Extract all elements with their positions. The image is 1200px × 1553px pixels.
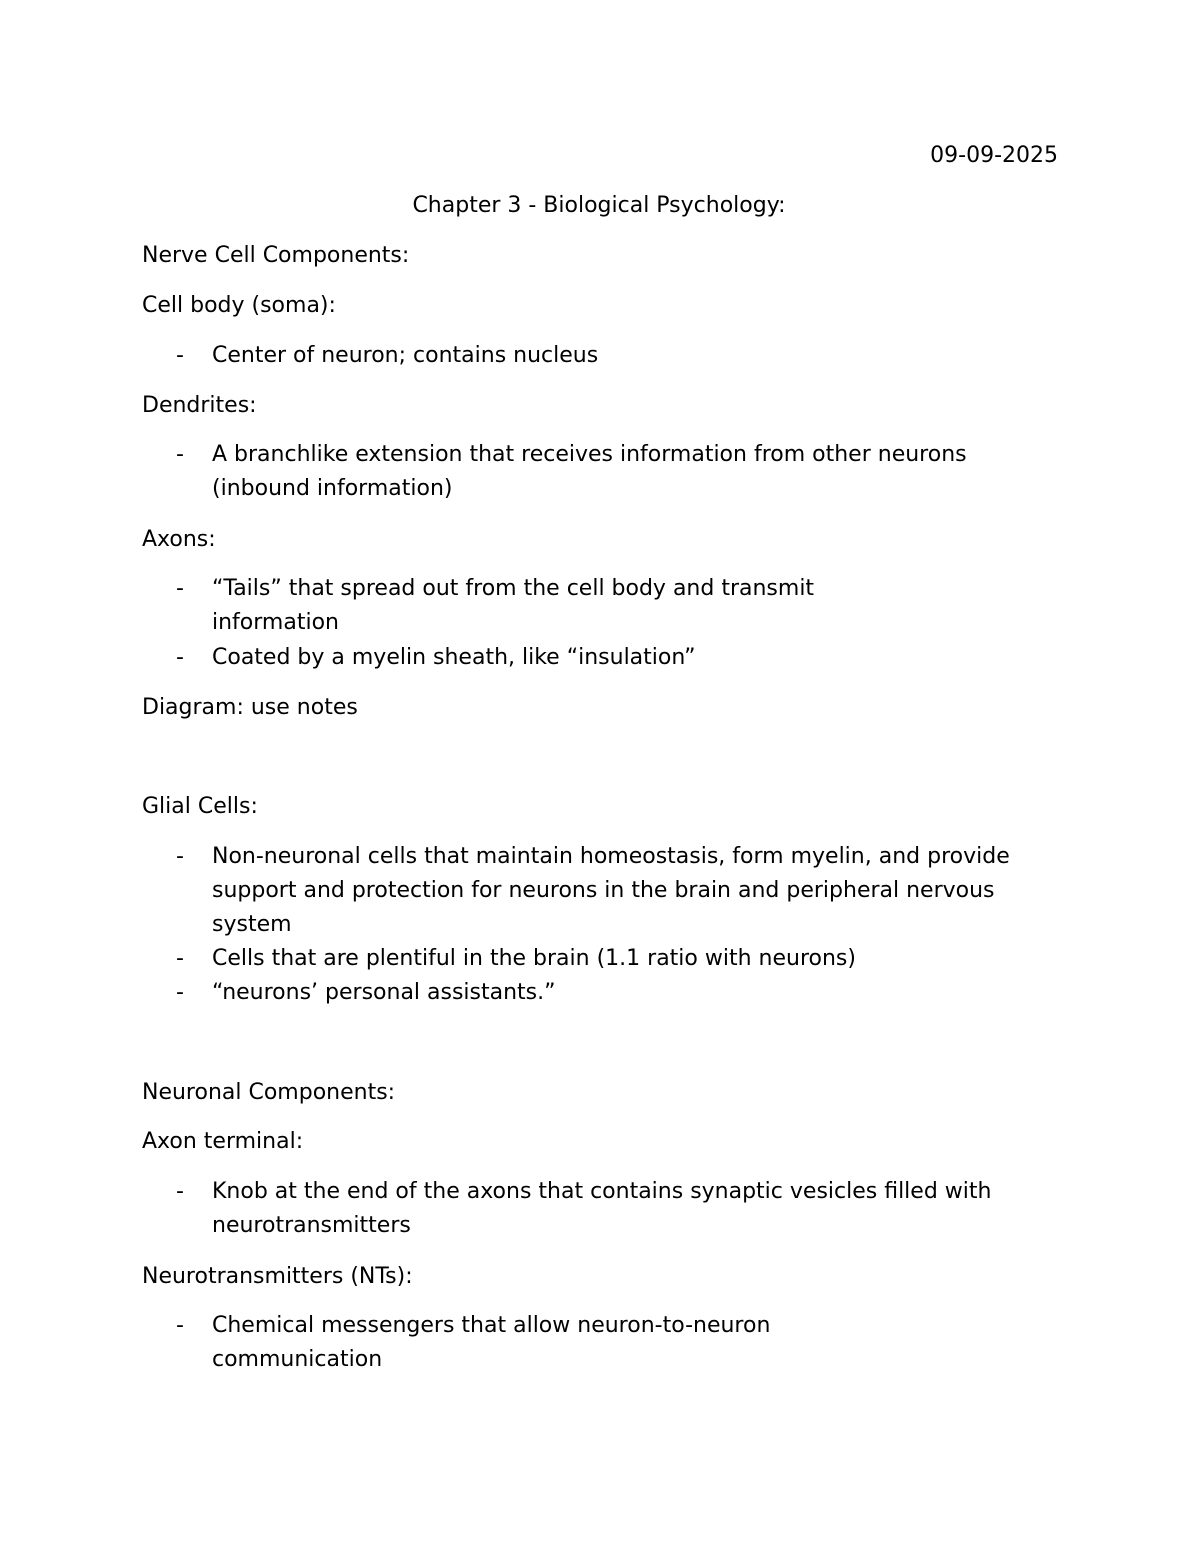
bullet-axons-1: “Tails” that spread out from the cell body and transmit information	[212, 576, 815, 635]
bullet-neurotransmitters-1: Chemical messengers that allow neuron-to-neuron communication	[212, 1313, 771, 1372]
bullet-dendrites-1: A branchlike extension that receives information from other neurons (inbound information)	[212, 442, 967, 501]
bullet-marker: -	[176, 946, 184, 971]
section-heading-glial-cells: Glial Cells:	[142, 794, 258, 819]
bullet-marker: -	[176, 1179, 184, 1204]
diagram-note: Diagram: use notes	[142, 695, 358, 720]
bullet-marker: -	[176, 343, 184, 368]
label-dendrites: Dendrites:	[142, 393, 257, 418]
bullet-glial-2: Cells that are plentiful in the brain (1.1 ratio with neurons)	[212, 946, 856, 971]
bullet-axon-terminal-1: Knob at the end of the axons that contains synaptic vesicles filled with neurotransmitters	[212, 1179, 992, 1238]
bullet-glial-3: “neurons’ personal assistants.”	[212, 980, 556, 1005]
label-axons: Axons:	[142, 527, 216, 552]
section-heading-nerve-cell-components: Nerve Cell Components:	[142, 243, 410, 268]
document-date: 09-09-2025	[930, 143, 1058, 168]
section-heading-neuronal-components: Neuronal Components:	[142, 1080, 396, 1105]
document-title: Chapter 3 - Biological Psychology:	[412, 193, 786, 218]
label-cell-body: Cell body (soma):	[142, 293, 336, 318]
bullet-marker: -	[176, 980, 184, 1005]
bullet-marker: -	[176, 844, 184, 869]
bullet-glial-1: Non-neuronal cells that maintain homeostasis, form myelin, and provide support and protection for neurons in the brain and peripheral nervous system	[212, 844, 1010, 937]
bullet-marker: -	[176, 576, 184, 601]
bullet-marker: -	[176, 442, 184, 467]
bullet-cell-body-1: Center of neuron; contains nucleus	[212, 343, 599, 368]
bullet-marker: -	[176, 645, 184, 670]
label-axon-terminal: Axon terminal:	[142, 1129, 304, 1154]
label-neurotransmitters: Neurotransmitters (NTs):	[142, 1264, 413, 1289]
bullet-marker: -	[176, 1313, 184, 1338]
bullet-axons-2: Coated by a myelin sheath, like “insulation”	[212, 645, 696, 670]
